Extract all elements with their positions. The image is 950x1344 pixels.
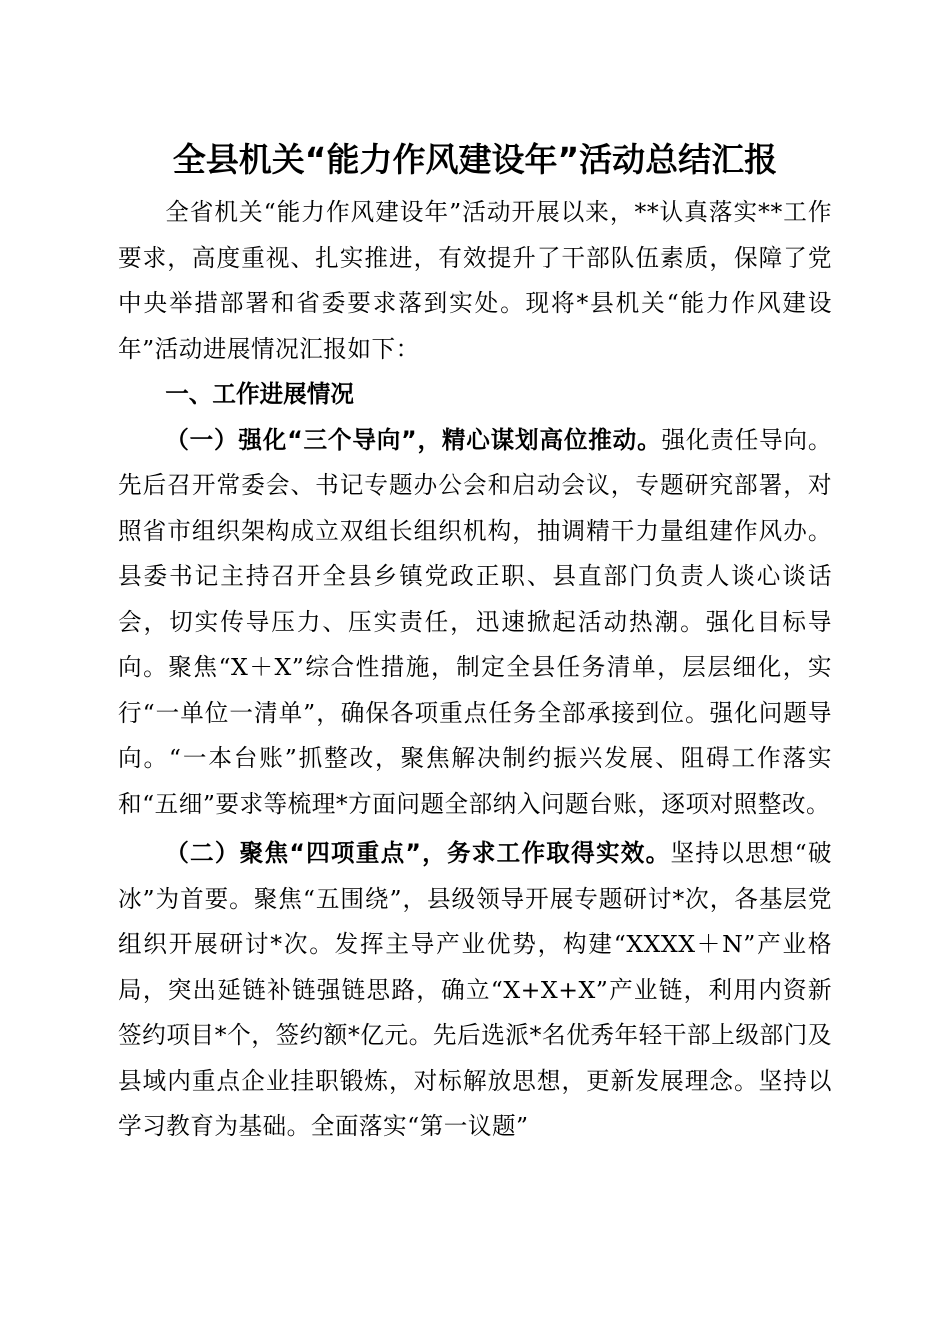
subsection-2-paragraph: [118, 831, 832, 1150]
document-page: [118, 130, 832, 1150]
subsection-2-lead: （二）聚焦“四项重点”，务求工作取得实效。: [165, 839, 671, 867]
section-heading: 一、工作进展情况: [165, 380, 354, 408]
subsection-1-body: 强化责任导向。先后召开常委会、书记专题办公会和启动会议，专题研究部署，对照省市组织架构成立双组长组织机构，抽调精干力量组建作风办。县委书记主持召开全县乡镇党政正职、县直部门负责人谈心谈话会，切实传导压力、压实责任，迅速掀起活动热潮。强化目标导向。聚焦“X＋X”综合性措施，制定全县任务清单，层层细化，实行“一单位一清单”，确保各项重点任务全部承接到位。强化问题导向。“一本台账”抓整改，聚焦解决制约振兴发展、阻碍工作落实和“五细”要求等梳理*方面问题全部纳入问题台账，逐项对照整改。: [118, 425, 832, 818]
subsection-2-body: 坚持以思想“破冰”为首要。聚焦“五围绕”，县级领导开展专题研讨*次，各基层党组织开展研讨*次。发挥主导产业优势，构建“XXXX＋N”产业格局，突出延链补链强链思路，确立“X+X+X”产业链，利用内资新签约项目*个，签约额*亿元。先后选派*名优秀年轻干部上级部门及县域内重点企业挂职锻炼，对标解放思想，更新发展理念。坚持以学习教育为基础。全面落实“第一议题”: [118, 839, 832, 1140]
intro-paragraph: 全省机关“能力作风建设年”活动开展以来，**认真落实**工作要求，高度重视、扎实推进，有效提升了干部队伍素质，保障了党中央举措部署和省委要求落到实处。现将*县机关“能力作风建设年”活动进展情况汇报如下：: [118, 198, 832, 363]
document-title: 全县机关“能力作风建设年”活动总结汇报: [172, 140, 778, 179]
subsection-1-paragraph: [118, 418, 832, 828]
subsection-1-lead: （一）强化“三个导向”，精心谋划高位推动。: [165, 425, 662, 454]
